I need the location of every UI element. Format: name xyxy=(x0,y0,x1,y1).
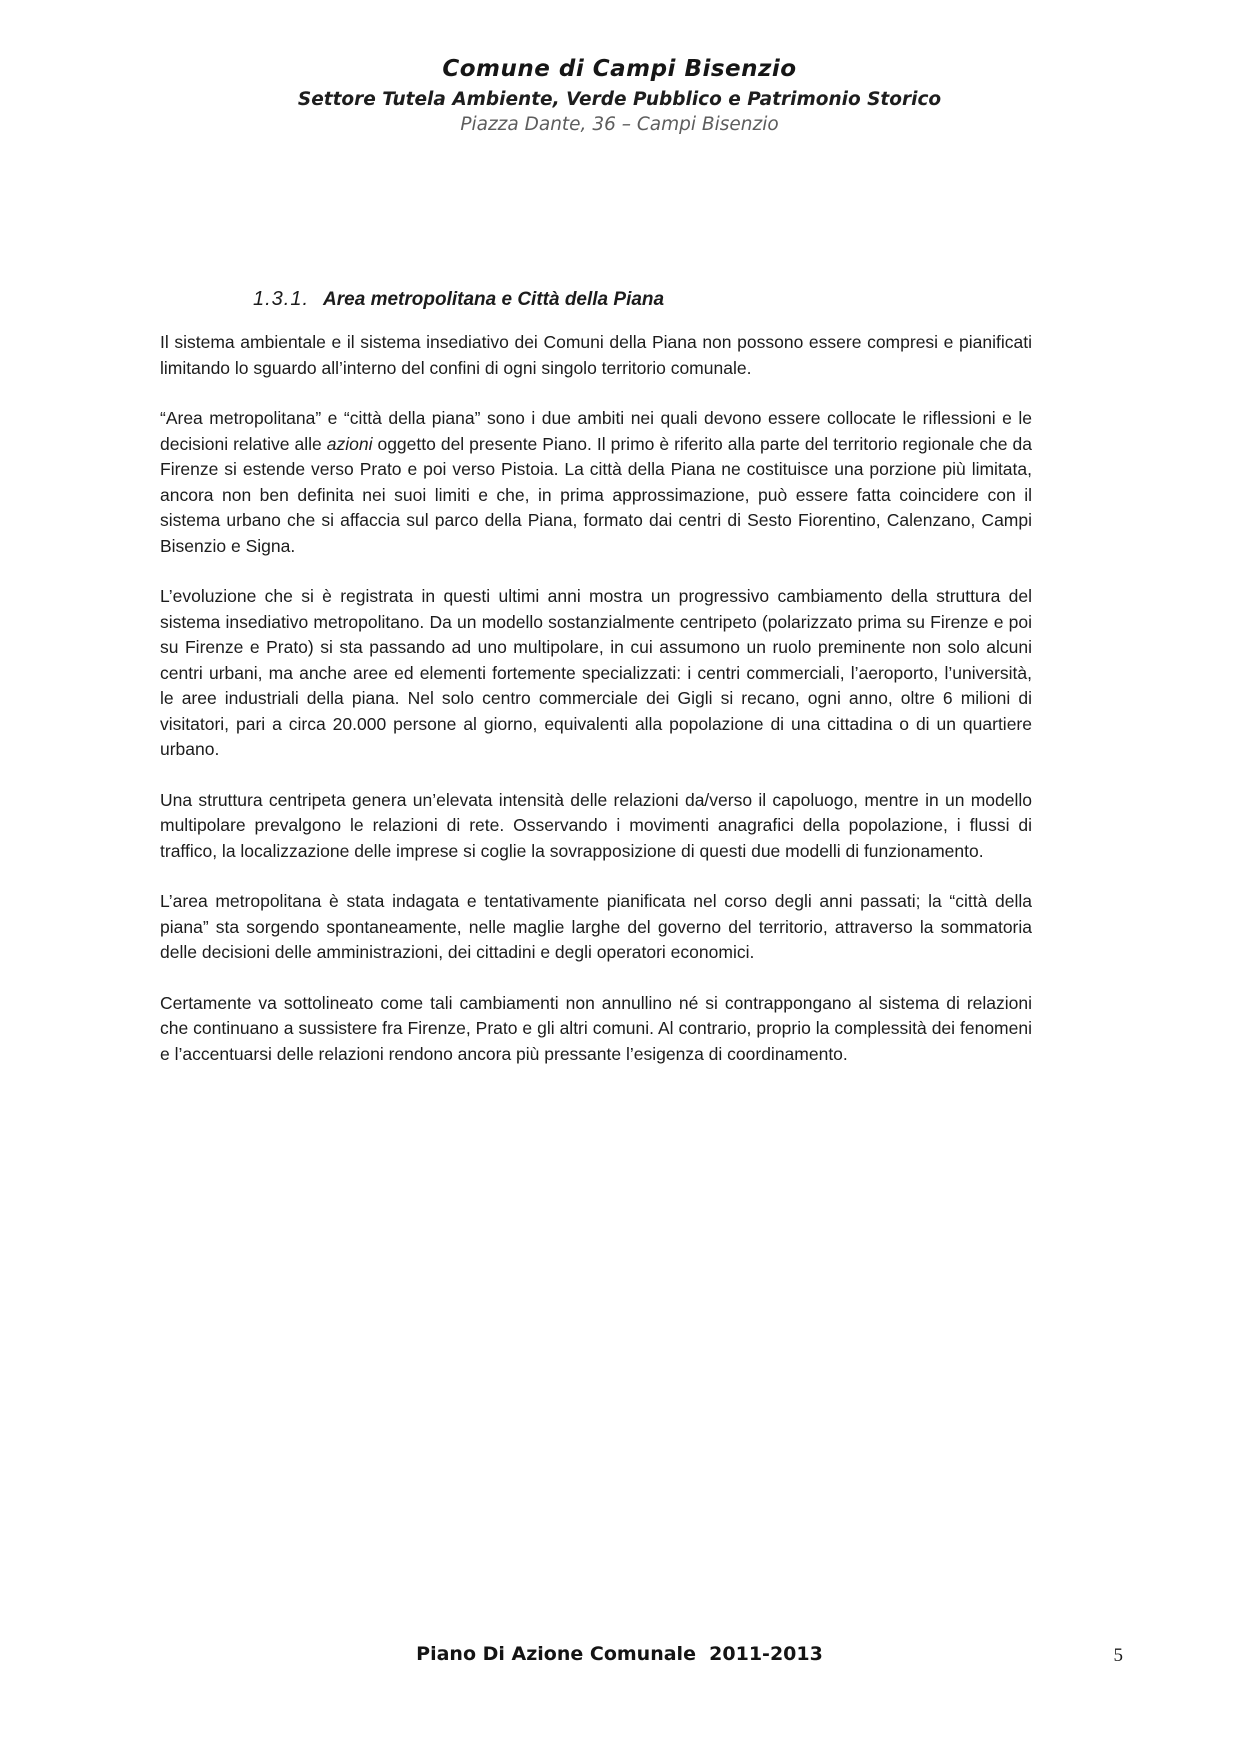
footer-title: Piano Di Azione Comunale 2011-2013 xyxy=(416,1643,823,1665)
paragraph-6: Certamente va sottolineato come tali cambiamenti non annullino né si contrappongano al sistema di relazioni che continuano a sussistere fra Firenze, Prato e gli altri comuni. Al contrario, proprio la complessità dei fenomeni e l’accentuarsi delle relazioni rendono ancora più pressante l’esigenza di coordinamento. xyxy=(160,992,1032,1064)
document-header xyxy=(0,0,1239,135)
paragraph-5: L’area metropolitana è stata indagata e tentativamente pianificata nel corso degli anni passati; la “città della piana” sta sorgendo spontaneamente, nelle maglie larghe del governo del territorio, attraverso la sommatoria delle decisioni delle amministrazioni, dei cittadini e degli operatori economici. xyxy=(160,891,1032,962)
header-address: Piazza Dante, 36 – Campi Bisenzio xyxy=(460,114,779,135)
document-footer xyxy=(0,1643,1239,1665)
header-department: Settore Tutela Ambiente, Verde Pubblico e Patrimonio Storico xyxy=(297,89,942,110)
section-title: Area metropolitana e Città della Piana xyxy=(323,289,665,310)
paragraph-1: Il sistema ambientale e il sistema insediativo dei Comuni della Piana non possono essere compresi e pianificati limitando lo sguardo all’interno del confini di ogni singolo territorio comunale. xyxy=(160,332,1032,378)
section-heading xyxy=(253,285,1032,314)
section-number: 1.3.1. xyxy=(253,288,310,310)
paragraph-3: L’evoluzione che si è registrata in questi ultimi anni mostra un progressivo cambiamento della struttura del sistema insediativo metropolitano. Da un modello sostanzialmente centripeto (polarizzato prima su Firenze e poi su Firenze e Prato) si sta passando ad uno multipolare, in cui assumono un ruolo preminente non solo alcuni centri urbani, ma anche aree ed elementi fortemente specializzati: i centri commerciali, l’aeroporto, l’università, le aree industriali della piana. Nel solo centro commerciale dei Gigli si recano, ogni anno, oltre 6 milioni di visitatori, pari a circa 20.000 persone al giorno, equivalenti alla popolazione di una cittadina o di un quartiere urbano. xyxy=(160,586,1032,759)
page-number: 5 xyxy=(1113,1645,1123,1666)
header-commune-title: Comune di Campi Bisenzio xyxy=(442,56,797,82)
document-body xyxy=(160,285,1032,1067)
paragraph-2 xyxy=(160,406,1032,559)
paragraph-4: Una struttura centripeta genera un’elevata intensità delle relazioni da/verso il capoluogo, mentre in un modello multipolare prevalgono le relazioni di rete. Osservando i movimenti anagrafici della popolazione, i flussi di traffico, la localizzazione delle imprese si coglie la sovrapposizione di questi due modelli di funzionamento. xyxy=(160,789,1032,861)
paragraph-2-pre: “Area metropolitana” e “città della piana” sono i due ambiti nei quali devono essere collocate le riflessioni e le decisioni relative alle xyxy=(160,408,1032,454)
paragraph-2-post: oggetto del presente Piano. Il primo è riferito alla parte del territorio regionale che da Firenze si estende verso Prato e poi verso Pistoia. La città della Piana ne costituisce una porzione più limitata, ancora non ben definita nei suoi limiti e che, in prima approssimazione, può essere fatta coincidere con il sistema urbano che si affaccia sul parco della Piana, formato dai centri di Sesto Fiorentino, Calenzano, Campi Bisenzio e Signa. xyxy=(160,433,1032,556)
paragraph-2-italic-term: azioni xyxy=(326,433,373,454)
